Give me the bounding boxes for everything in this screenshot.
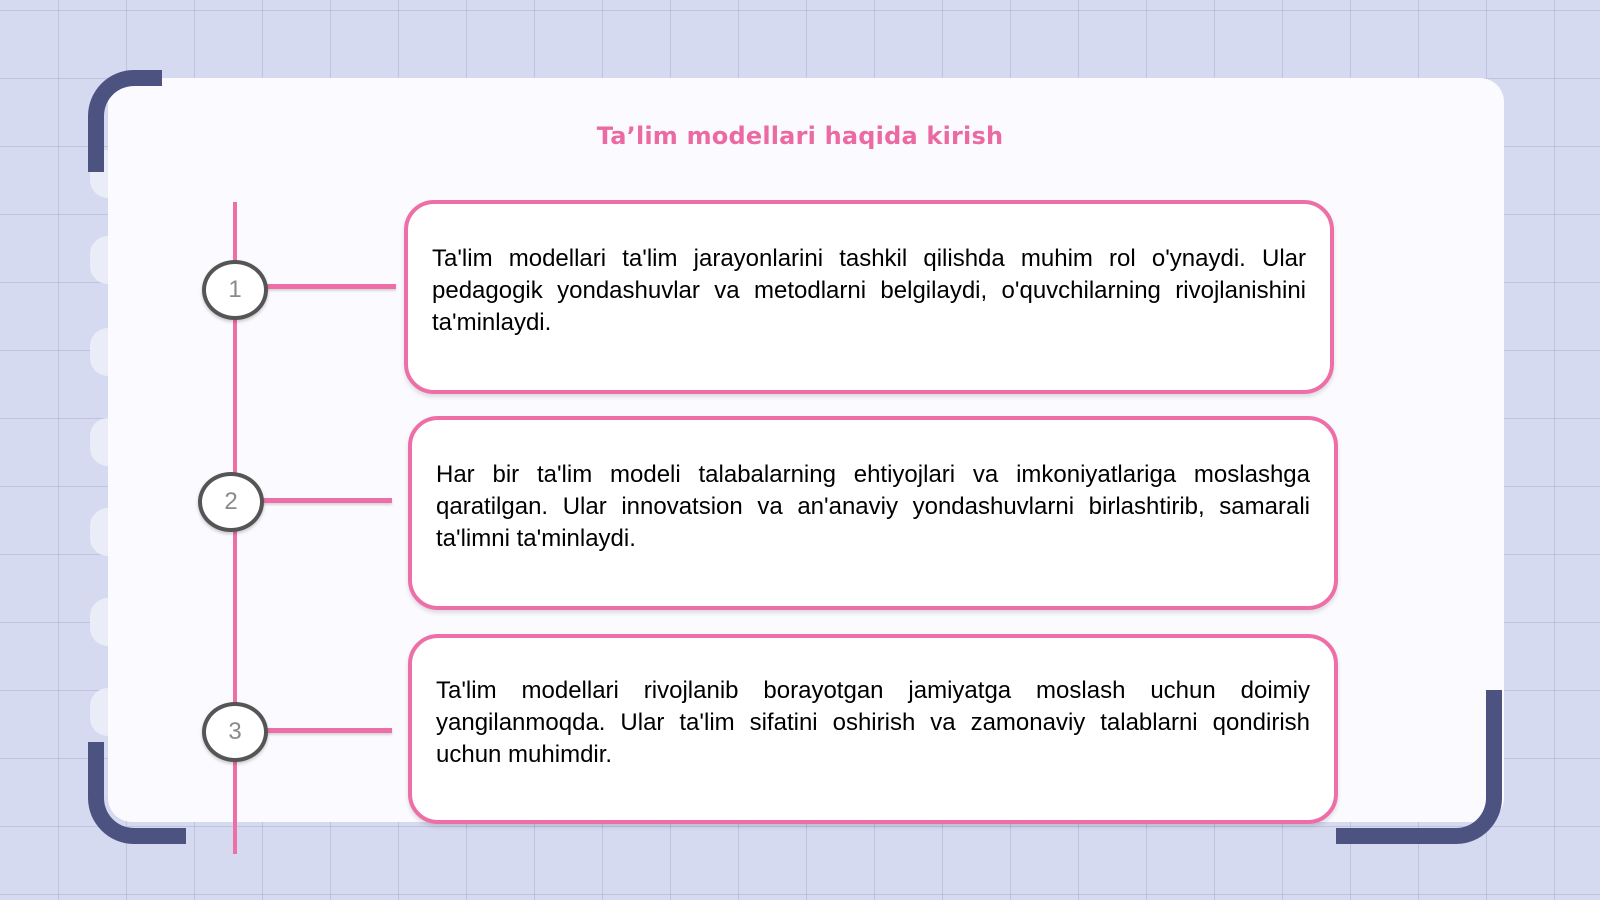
step-card-1 [404,200,1334,394]
step-card-3 [408,634,1338,824]
step-number-circle-1: 1 [202,260,268,320]
step-card-text: Ta'lim modellari rivojlanib borayotgan jamiyatga moslash uchun doimiy yangilanmoqda. Ular ta'lim sifatini oshirish va zamonaviy talablarni qondirish uchun muhimdir. [436,677,1310,768]
corner-bracket-top-left [88,70,162,172]
step-card-2 [408,416,1338,610]
corner-bracket-bottom-right [1336,690,1502,844]
step-number-circle-3: 3 [202,702,268,762]
slide-title: Ta’lim modellari haqida kirish [596,122,1004,150]
timeline-connector-2 [258,498,392,503]
timeline-connector-3 [262,728,392,733]
timeline-connector-1 [262,284,396,289]
step-card-text: Ta'lim modellari ta'lim jarayonlarini tashkil qilishda muhim rol o'ynaydi. Ular pedagogik yondashuvlar va metodlarni belgilaydi, o'quvchilarning rivojlanishini ta'minlaydi. [432,245,1306,336]
corner-bracket-bottom-left [88,742,186,844]
step-number-circle-2: 2 [198,472,264,532]
step-card-text: Har bir ta'lim modeli talabalarning ehtiyojlari va imkoniyatlariga moslashga qaratilgan. Ular innovatsion va an'anaviy yondashuvlarni birlashtirib, samarali ta'limni ta'minlaydi. [436,461,1310,552]
